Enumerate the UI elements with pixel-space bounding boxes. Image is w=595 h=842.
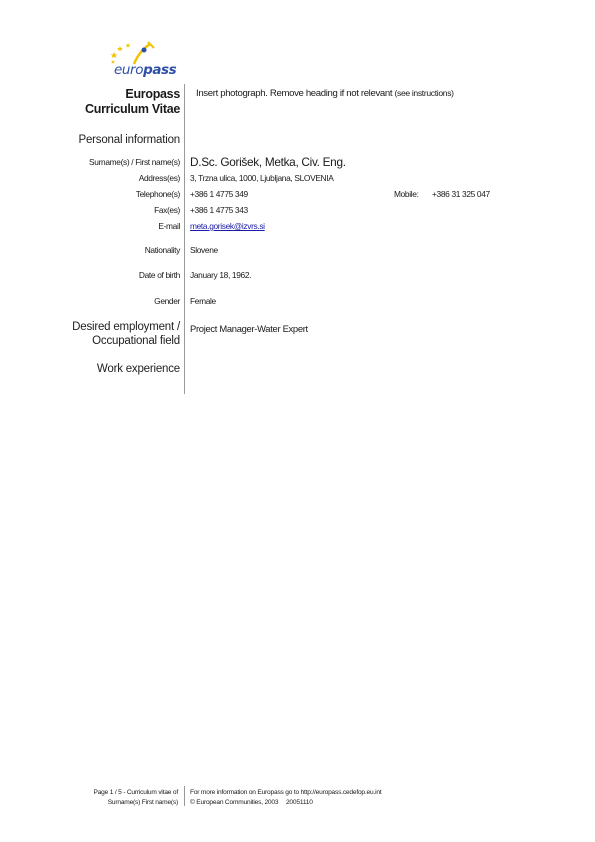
- name-value: D.Sc. Gorišek, Metka, Civ. Eng.: [190, 155, 346, 169]
- fax-label: Fax(es): [154, 205, 180, 215]
- employment-value: Project Manager-Water Expert: [190, 323, 308, 334]
- employment-label-line2: Occupational field: [92, 335, 180, 347]
- photo-note-main: Insert photograph. Remove heading if not relevant: [196, 88, 393, 99]
- mobile-value: +386 31 325 047: [432, 189, 490, 199]
- footer-name-info: Surname(s) First name(s): [107, 798, 178, 806]
- telephone-label: Telephone(s): [135, 189, 180, 199]
- name-label: Surname(s) / First name(s): [89, 157, 180, 167]
- employment-label-line1: Desired employment /: [72, 321, 180, 333]
- logo-text-bold: pass: [143, 62, 177, 78]
- footer-more-info: For more information on Europass go to http://europass.cedefop.eu.int: [190, 789, 382, 796]
- mobile-label: Mobile:: [394, 189, 419, 199]
- address-value: 3, Trzna ulica, 1000, Ljubljana, SLOVENIA: [190, 173, 334, 183]
- address-label: Address(es): [138, 173, 180, 183]
- section-work-experience: Work experience: [96, 363, 180, 375]
- telephone-value: +386 1 4775 349: [190, 189, 248, 199]
- dob-value: January 18, 1962.: [190, 270, 252, 280]
- photo-note: [196, 88, 454, 99]
- gender-value: Female: [190, 296, 216, 306]
- section-personal-information: Personal information: [78, 134, 180, 146]
- footer-right: [190, 788, 381, 807]
- email-link[interactable]: meta.gorisek@izvrs.si: [190, 221, 265, 231]
- nationality-value: Slovene: [190, 245, 218, 255]
- footer-divider: [184, 786, 185, 806]
- logo-text-light: euro: [114, 62, 144, 78]
- footer-page-info: Page 1 / 5 - Curriculum vitae of: [93, 789, 178, 796]
- footer-left: [94, 788, 179, 807]
- footer-version: 20051110: [285, 798, 313, 806]
- footer-copyright: © European Communities, 2003: [190, 798, 279, 806]
- nationality-label: Nationality: [144, 245, 180, 255]
- fax-value: +386 1 4775 343: [190, 205, 248, 215]
- dob-label: Date of birth: [138, 270, 180, 280]
- email-label: E-mail: [158, 221, 180, 231]
- column-divider: [184, 84, 185, 394]
- cv-title-line2: Curriculum Vitae: [85, 102, 180, 116]
- photo-note-small: (see instructions): [394, 88, 454, 98]
- cv-title-line1: Europass: [125, 87, 180, 101]
- europass-logo: [104, 40, 176, 80]
- gender-label: Gender: [154, 296, 180, 306]
